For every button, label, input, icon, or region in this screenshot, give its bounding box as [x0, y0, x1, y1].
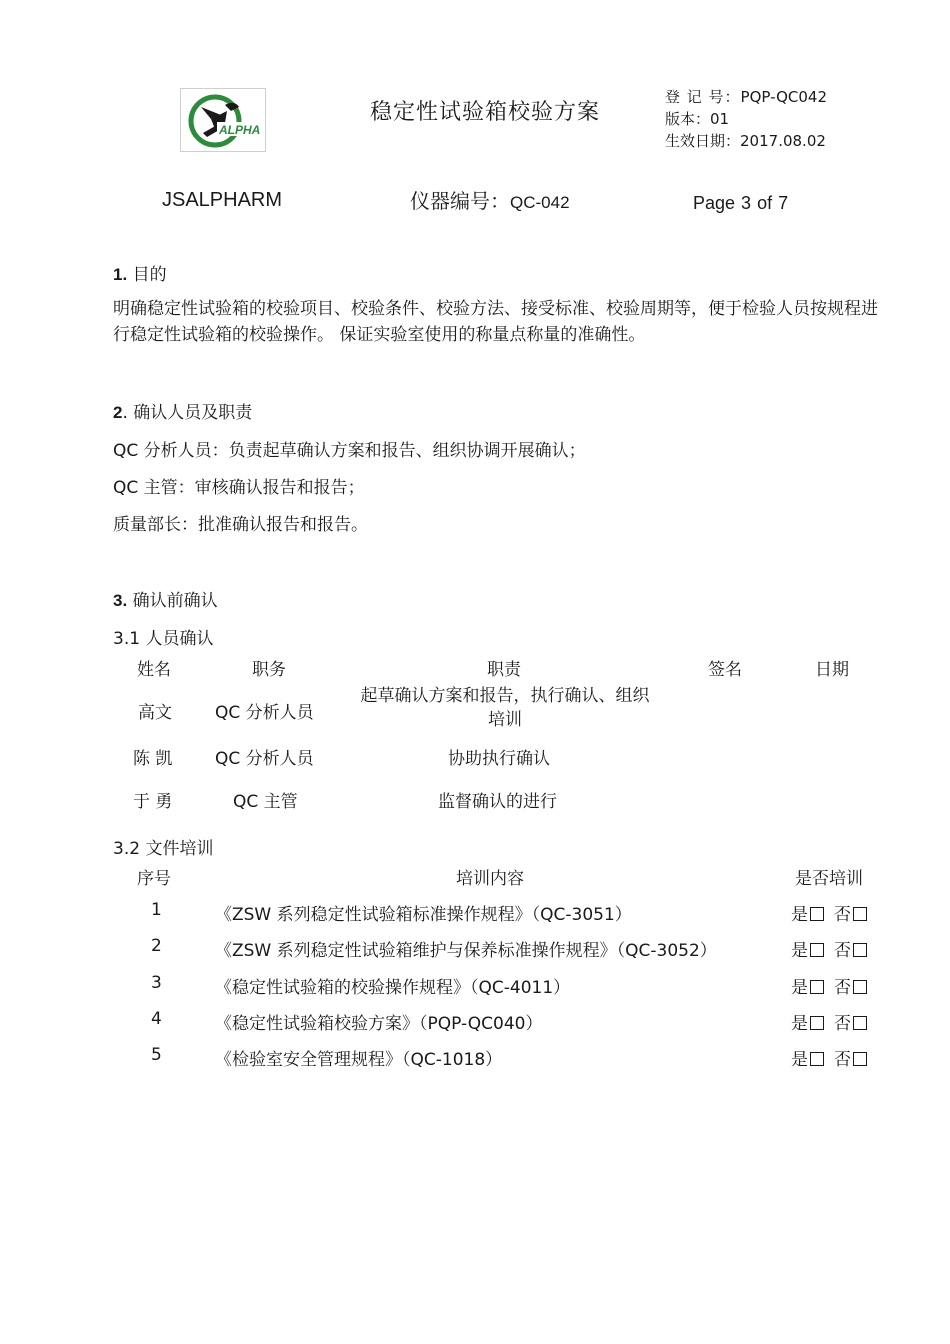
person-name: 高文 [138, 703, 172, 723]
duty-qc-supervisor: QC 主管：审核确认报告和报告； [113, 478, 365, 498]
section-1-heading: 1. 目的 [113, 265, 167, 285]
header-date: 日期 [815, 660, 849, 680]
registration-number: 登 记 号：PQP-QC042 [665, 88, 827, 106]
no-checkbox[interactable] [853, 1016, 867, 1030]
no-checkbox[interactable] [853, 1052, 867, 1066]
person-duty: 起草确认方案和报告，执行确认、组织 培训 [360, 686, 650, 730]
person-duty: 监督确认的进行 [438, 792, 557, 812]
instrument-number: 仪器编号：QC-042 [410, 189, 570, 213]
yes-checkbox[interactable] [810, 1052, 824, 1066]
yes-checkbox[interactable] [810, 980, 824, 994]
training-no: 4 [151, 1009, 162, 1029]
person-name: 陈 凯 [133, 749, 173, 769]
section-2-heading: 2. 确认人员及职责 [113, 403, 253, 423]
person-duty: 协助执行确认 [448, 749, 550, 769]
header-training-content: 培训内容 [456, 869, 524, 889]
section-1-body: 明确稳定性试验箱的校验项目、校验条件、校验方法、接受标准、校验周期等，便于检验人员按规程进行稳定性试验箱的校验操作。 保证实验室使用的称量点称量的准确性。 [113, 299, 878, 345]
training-content: 《ZSW 系列稳定性试验箱标准操作规程》（QC-3051） [215, 905, 632, 925]
training-checkboxes: 是 否 [791, 973, 867, 998]
person-role: QC 主管 [233, 792, 298, 812]
training-content: 《检验室安全管理规程》（QC-1018） [215, 1050, 503, 1070]
no-checkbox[interactable] [853, 980, 867, 994]
no-checkbox[interactable] [853, 943, 867, 957]
training-checkboxes: 是 否 [791, 1045, 867, 1070]
training-no: 1 [151, 900, 162, 920]
person-role: QC 分析人员 [215, 749, 314, 769]
effective-date: 生效日期：2017.08.02 [665, 132, 826, 150]
header-serial: 序号 [137, 869, 171, 889]
duty-qc-analyst: QC 分析人员：负责起草确认方案和报告、组织协调开展确认； [113, 441, 586, 461]
section-3-heading: 3. 确认前确认 [113, 591, 218, 611]
header-role: 职务 [252, 660, 286, 680]
training-no: 2 [151, 936, 162, 956]
company-logo [180, 88, 266, 152]
training-no: 3 [151, 973, 162, 993]
page-info: Page 3 of 7 [693, 193, 789, 213]
no-checkbox[interactable] [853, 907, 867, 921]
version: 版本：01 [665, 110, 730, 128]
duty-quality-head: 质量部长：批准确认报告和报告。 [113, 515, 368, 535]
training-content: 《稳定性试验箱的校验操作规程》（QC-4011） [215, 978, 571, 998]
logo-text: ALPHA [219, 123, 261, 137]
header-name: 姓名 [137, 660, 171, 680]
training-checkboxes: 是 否 [791, 1009, 867, 1034]
subsection-personnel: 3.1 人员确认 [113, 629, 214, 649]
header-trained: 是否培训 [795, 869, 863, 889]
header-duty: 职责 [487, 660, 521, 680]
company-name: JSALPHARM [162, 189, 283, 211]
yes-checkbox[interactable] [810, 943, 824, 957]
subsection-training: 3.2 文件培训 [113, 839, 214, 859]
training-no: 5 [151, 1045, 162, 1065]
yes-checkbox[interactable] [810, 907, 824, 921]
training-content: 《ZSW 系列稳定性试验箱维护与保养标准操作规程》（QC-3052） [215, 941, 717, 961]
person-name: 于 勇 [133, 792, 173, 812]
person-role: QC 分析人员 [215, 703, 314, 723]
training-checkboxes: 是 否 [791, 900, 867, 925]
training-content: 《稳定性试验箱校验方案》（PQP-QC040） [215, 1014, 543, 1034]
document-title: 稳定性试验箱校验方案 [370, 100, 601, 125]
yes-checkbox[interactable] [810, 1016, 824, 1030]
header-signature: 签名 [708, 660, 742, 680]
training-checkboxes: 是 否 [791, 936, 867, 961]
